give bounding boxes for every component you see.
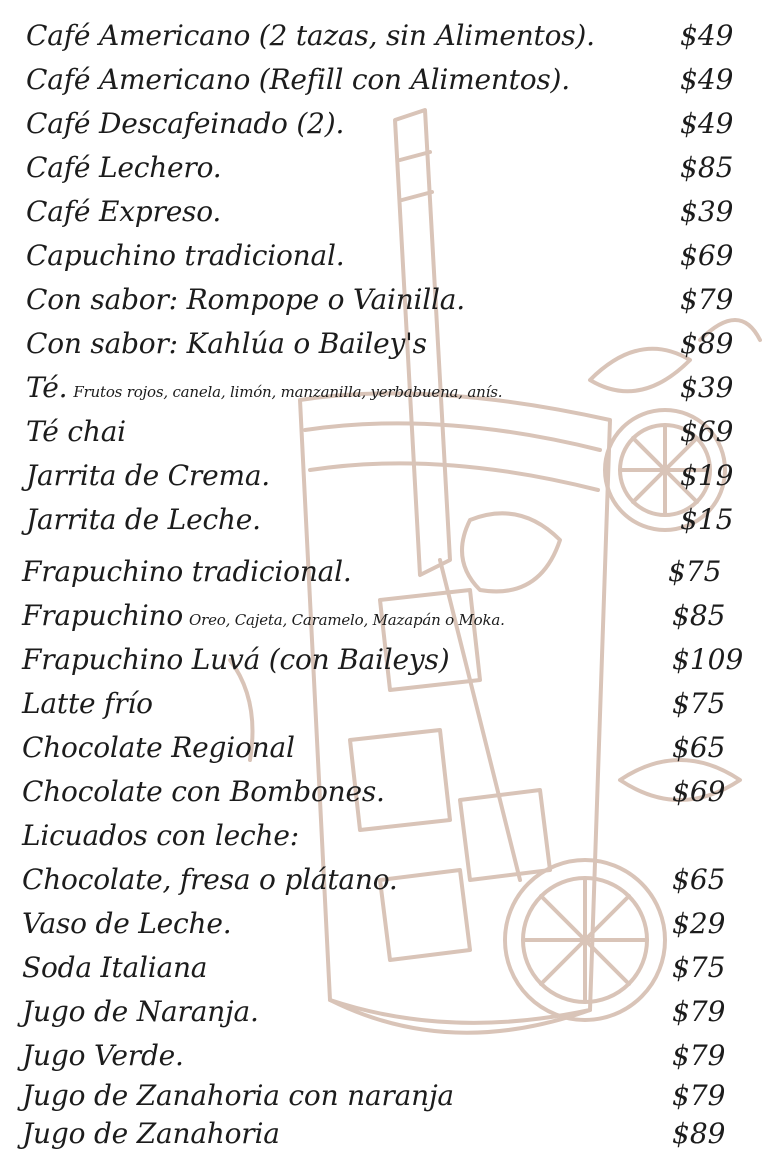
- menu-item: [0, 990, 762, 1034]
- item-name: Café Expreso.: [26, 195, 222, 228]
- item-name: Vaso de Leche.: [22, 907, 232, 940]
- item-name: Frapuchino: [22, 599, 184, 632]
- item-price: $89: [672, 1117, 726, 1150]
- item-price: $75: [672, 687, 726, 720]
- item-name: Frapuchino tradicional.: [22, 555, 352, 588]
- item-price: $79: [672, 1079, 726, 1112]
- item-price: $49: [680, 107, 734, 140]
- item-note: Oreo, Cajeta, Caramelo, Mazapán o Moka.: [189, 611, 505, 629]
- menu-item: [0, 146, 762, 190]
- item-name: Jarrita de Crema.: [26, 459, 271, 492]
- item-name: Chocolate, fresa o plátano.: [22, 863, 398, 896]
- item-name: Jugo de Zanahoria con naranja: [22, 1079, 454, 1112]
- menu-item: [0, 234, 762, 278]
- item-price: $69: [680, 415, 734, 448]
- item-price: $75: [668, 555, 722, 588]
- item-price: $75: [672, 951, 726, 984]
- item-note: Frutos rojos, canela, limón, manzanilla, yerbabuena, anís.: [73, 383, 503, 401]
- item-name: Con sabor: Rompope o Vainilla.: [26, 283, 465, 316]
- item-name: Café Descafeinado (2).: [26, 107, 345, 140]
- menu-item: [0, 770, 762, 814]
- menu-item: [0, 726, 762, 770]
- item-name: Café Lechero.: [26, 151, 222, 184]
- item-price: $49: [680, 63, 734, 96]
- item-price: $15: [680, 503, 734, 536]
- item-price: $79: [672, 1039, 726, 1072]
- item-price: $39: [680, 371, 734, 404]
- item-price: $19: [680, 459, 734, 492]
- item-name: Latte frío: [22, 687, 153, 720]
- item-price: $89: [680, 327, 734, 360]
- menu-item: [0, 322, 762, 366]
- menu-item: [0, 410, 762, 454]
- menu-item: [0, 550, 762, 594]
- item-name: Jugo de Naranja.: [22, 995, 259, 1028]
- menu-item: [0, 638, 762, 682]
- item-price: $85: [680, 151, 734, 184]
- menu-item: [0, 682, 762, 726]
- menu-item: [0, 190, 762, 234]
- item-name: Café Americano (Refill con Alimentos).: [26, 63, 570, 96]
- item-name: Chocolate Regional: [22, 731, 295, 764]
- menu-item: [0, 902, 762, 946]
- item-name: Licuados con leche:: [22, 819, 299, 852]
- item-name: Capuchino tradicional.: [26, 239, 345, 272]
- menu-item: [0, 1034, 762, 1078]
- menu-item: [0, 858, 762, 902]
- item-name: Con sabor: Kahlúa o Bailey's: [26, 327, 427, 360]
- item-price: $69: [672, 775, 726, 808]
- item-name: Jugo de Zanahoria: [22, 1117, 280, 1150]
- item-name: Jarrita de Leche.: [26, 503, 261, 536]
- item-price: $79: [680, 283, 734, 316]
- item-price: $29: [672, 907, 726, 940]
- menu-item: [0, 366, 762, 410]
- item-name: Té.: [26, 371, 68, 404]
- item-price: $85: [672, 599, 726, 632]
- menu-item: [0, 278, 762, 322]
- item-price: $79: [672, 995, 726, 1028]
- menu-item: [0, 594, 762, 638]
- menu-item: [0, 454, 762, 498]
- menu-item: [0, 14, 762, 58]
- menu-section-heading: [0, 814, 762, 858]
- menu-item: [0, 1112, 762, 1156]
- item-price: $65: [672, 863, 726, 896]
- item-price: $69: [680, 239, 734, 272]
- item-price: $65: [672, 731, 726, 764]
- item-name: Té chai: [26, 415, 126, 448]
- item-price: $109: [672, 643, 744, 676]
- item-price: $49: [680, 19, 734, 52]
- menu-item: [0, 102, 762, 146]
- item-name: Café Americano (2 tazas, sin Alimentos).: [26, 19, 595, 52]
- menu-item: [0, 498, 762, 542]
- item-name: Soda Italiana: [22, 951, 208, 984]
- item-name: Frapuchino Luvá (con Baileys): [22, 643, 450, 676]
- item-name: Chocolate con Bombones.: [22, 775, 385, 808]
- menu-item: [0, 946, 762, 990]
- menu-item: [0, 58, 762, 102]
- item-price: $39: [680, 195, 734, 228]
- item-name: Jugo Verde.: [22, 1039, 184, 1072]
